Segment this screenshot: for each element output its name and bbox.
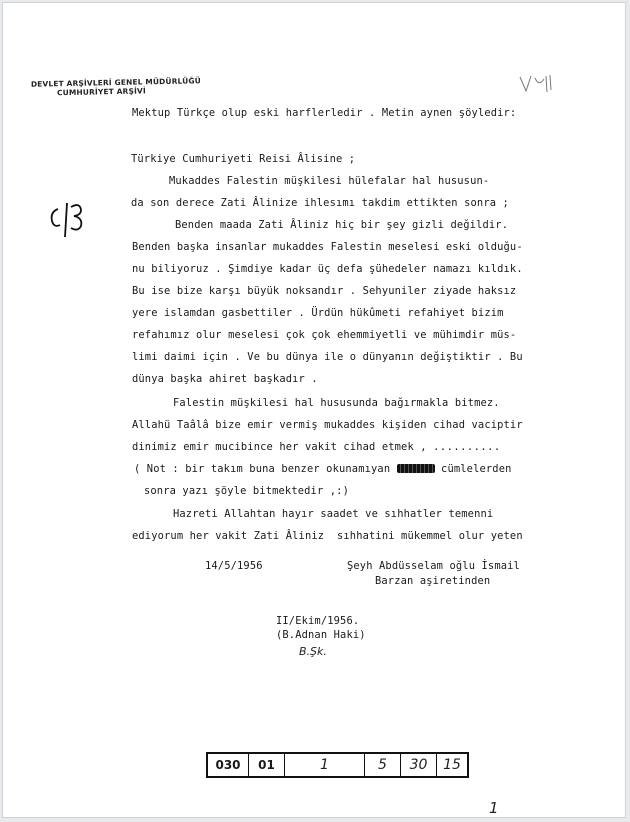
body-line: da son derece Zati Âlinize ihlesımı takdim ettikten sonra ;: [131, 197, 509, 209]
stamp-line-2: CUMHURİYET ARŞİVİ: [57, 86, 146, 98]
body-line: [132, 441, 501, 453]
redaction-blot: [397, 464, 435, 473]
note-line-2: sonra yazı şöyle bitmektedir ,:): [144, 485, 349, 497]
initials: [297, 643, 341, 659]
ellipsis: ..........: [433, 441, 501, 453]
margin-note-6-3: [47, 199, 93, 241]
ref-cell-4: 5: [365, 754, 401, 776]
body-line: limi daimi için . Ve bu dünya ile o dünyanın değiştiktir . Bu: [132, 351, 523, 363]
archive-stamp: [31, 76, 201, 98]
ref-cell-1: 030: [208, 754, 249, 776]
body-line-text: dinimiz emir mucibince her vakit cihad etmek ,: [132, 441, 427, 453]
body-line: Mukaddes Falestin müşkilesi hülefalar hal hususun-: [169, 175, 490, 187]
body-line: Falestin müşkilesi hal hususunda bağırmakla bitmez.: [173, 397, 500, 409]
signature-tribe: Barzan aşiretinden: [375, 575, 491, 587]
ref-cell-6: 15: [443, 757, 461, 773]
closing-line-1: Hazreti Allahtan hayır saadet ve sıhhatler temenni: [173, 508, 494, 520]
translator-name: (B.Adnan Haki): [276, 629, 366, 641]
note-line-1: [134, 463, 512, 475]
signature-name: Şeyh Abdüsselam oğlu İsmail: [347, 560, 520, 572]
ref-cell-3: 1: [285, 754, 365, 776]
body-line: nu biliyoruz . Şimdiye kadar üç defa şühedeler namazı kıldık.: [132, 263, 523, 275]
salutation: Türkiye Cumhuriyeti Reisi Âlisine ;: [131, 153, 356, 165]
note-text-b: cümlelerden: [441, 463, 512, 475]
initials-text: B.Şk.: [299, 645, 327, 658]
letter-date: 14/5/1956: [205, 560, 263, 572]
page-number: 1: [489, 799, 499, 817]
body-line: Benden maada Zati Âliniz hiç bir şey gizli değildir.: [175, 219, 509, 231]
document-page: [2, 2, 626, 818]
body-line: Bu ise bize karşı büyük noksandır . Sehyuniler ziyade haksız: [132, 285, 517, 297]
closing-line-2: ediyorum her vakit Zati Âliniz sıhhatini mükemmel olur yeten: [132, 530, 523, 542]
translation-date: II/Ekim/1956.: [276, 615, 360, 627]
ref-cell-2: 01: [249, 754, 285, 776]
body-line: dünya başka ahiret başkadır .: [132, 373, 318, 385]
note-text-a: ( Not : bir takım buna benzer okunamıyan: [134, 463, 391, 475]
body-line: Allahü Taâlâ bize emir vermiş mukaddes kişiden cihad vaciptir: [132, 419, 523, 431]
body-line: Benden başka insanlar mukaddes Falestin meselesi eski olduğu-: [132, 241, 523, 253]
body-line: yere islamdan gasbettiler . Ürdün hükûmeti refahiyet bizim: [132, 307, 504, 319]
reference-number-box: [206, 752, 469, 778]
ref-cell-5: 30: [401, 754, 437, 776]
body-line: refahımız olur meselesi çok çok ehemmiyetli ve mühimdir müs-: [132, 329, 517, 341]
stamp-line-1: DEVLET ARŞİVLERİ GENEL MÜDÜRLÜĞÜ: [30, 76, 201, 89]
intro-line: Mektup Türkçe olup eski harflerledir . Metin aynen şöyledir:: [132, 107, 517, 119]
handwritten-corner-mark: [517, 73, 557, 95]
